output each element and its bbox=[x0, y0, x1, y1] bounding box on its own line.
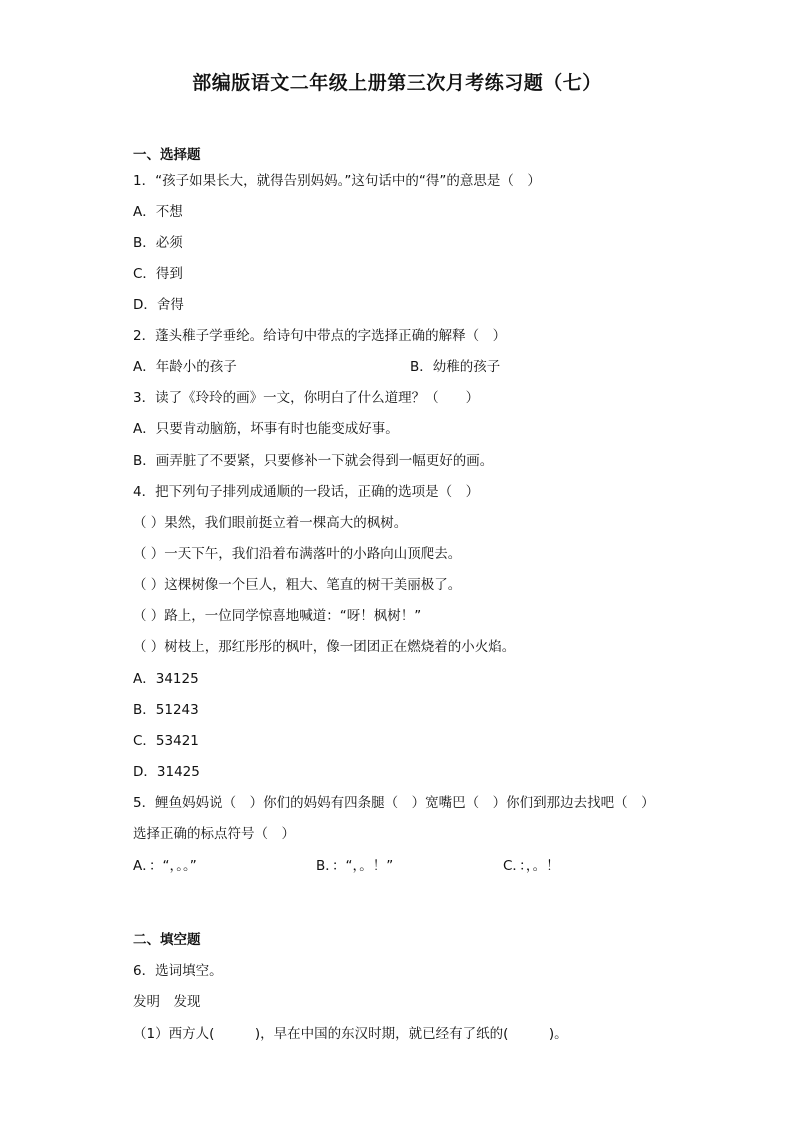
question-1-option-a: A．不想 bbox=[133, 204, 183, 220]
question-3-option-a: A．只要肯动脑筋，坏事有时也能变成好事。 bbox=[133, 421, 399, 437]
question-4-sentence: （ ）一天下午，我们沿着布满落叶的小路向山顶爬去。 bbox=[133, 546, 462, 562]
question-5-instruction: 选择正确的标点符号（ ） bbox=[133, 826, 295, 842]
section-heading-fill-in: 二、填空题 bbox=[133, 932, 201, 948]
question-2-option-a: A．年龄小的孩子 bbox=[133, 359, 237, 375]
question-4-sentence: （ ）树枝上，那红彤彤的枫叶，像一团团正在燃烧着的小火焰。 bbox=[133, 639, 516, 655]
question-4-option-b: B．51243 bbox=[133, 702, 199, 718]
question-5-stem: 5．鲤鱼妈妈说（ ）你们的妈妈有四条腿（ ）宽嘴巴（ ）你们到那边去找吧（ ） bbox=[133, 795, 655, 811]
question-2-stem: 2．蓬头稚子学垂纶。给诗句中带点的字选择正确的解释（ ） bbox=[133, 328, 507, 344]
question-4-sentence: （ ）路上，一位同学惊喜地喊道：“呀！枫树！” bbox=[133, 608, 422, 624]
page-title: 部编版语文二年级上册第三次月考练习题（七） bbox=[192, 72, 602, 94]
question-6-word-bank: 发明 发现 bbox=[133, 994, 201, 1010]
question-4-option-d: D．31425 bbox=[133, 764, 200, 780]
question-4-sentence: （ ）这棵树像一个巨人，粗大、笔直的树干美丽极了。 bbox=[133, 577, 462, 593]
question-1-option-c: C．得到 bbox=[133, 266, 183, 282]
question-5-option-b: B．：“，。！” bbox=[316, 858, 394, 874]
question-2-option-b: B．幼稚的孩子 bbox=[410, 359, 501, 375]
question-4-option-c: C．53421 bbox=[133, 733, 199, 749]
question-6-item-1: （1）西方人( )，早在中国的东汉时期，就已经有了纸的( )。 bbox=[133, 1026, 568, 1042]
question-1-option-d: D．舍得 bbox=[133, 297, 184, 313]
question-3-stem: 3．读了《玲玲的画》一文，你明白了什么道理？（ ） bbox=[133, 390, 480, 406]
question-4-option-a: A．34125 bbox=[133, 671, 199, 687]
question-3-option-b: B．画弄脏了不要紧，只要修补一下就会得到一幅更好的画。 bbox=[133, 453, 494, 469]
section-heading-choice: 一、选择题 bbox=[133, 147, 201, 163]
question-6-stem: 6．选词填空。 bbox=[133, 963, 223, 979]
question-4-stem: 4．把下列句子排列成通顺的一段话，正确的选项是（ ） bbox=[133, 484, 480, 500]
question-1-option-b: B．必须 bbox=[133, 235, 183, 251]
question-1-stem: 1．“孩子如果长大，就得告别妈妈。”这句话中的“得”的意思是（ ） bbox=[133, 173, 541, 189]
question-5-option-a: A．：“，。。” bbox=[133, 858, 197, 874]
question-5-option-c: C．：，。！ bbox=[503, 858, 560, 874]
question-4-sentence: （ ）果然，我们眼前挺立着一棵高大的枫树。 bbox=[133, 515, 408, 531]
